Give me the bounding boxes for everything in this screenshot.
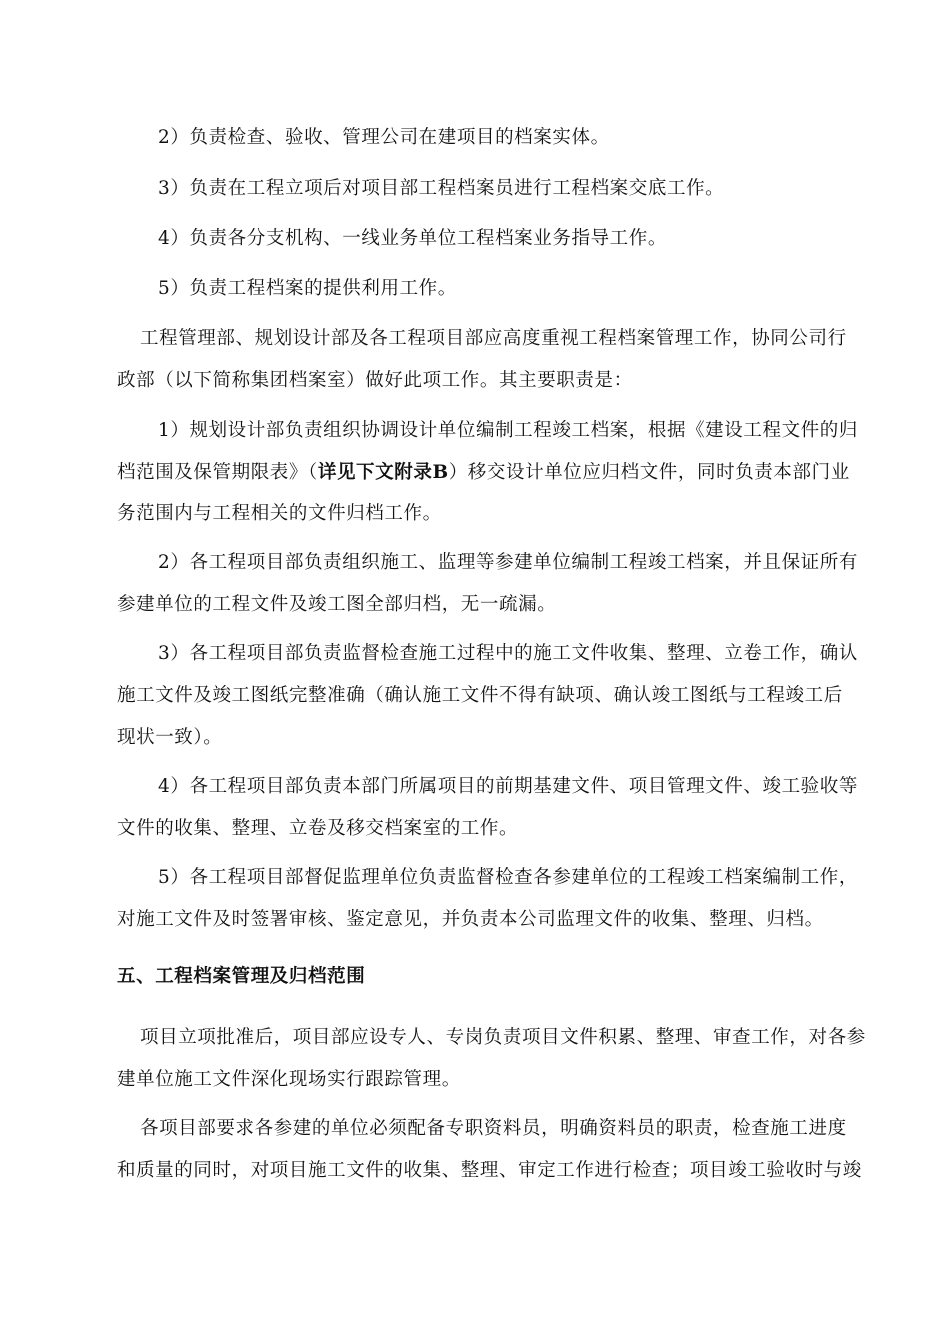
intro-paragraph-line1: 工程管理部、规划设计部及各工程项目部应高度重视工程档案管理工作，协同公司行 (140, 328, 847, 349)
intro-paragraph-line2: 政部（以下简称集团档案室）做好此项工作。其主要职责是： (117, 370, 633, 391)
item1-line1: 1）规划设计部负责组织协调设计单位编制工程竣工档案，根据《建设工程文件的归 (158, 420, 858, 441)
item1-line3: 务范围内与工程相关的文件归档工作。 (117, 503, 442, 524)
staff-paragraph-line2: 和质量的同时，对项目施工文件的收集、整理、审定工作进行检查；项目竣工验收时与竣 (117, 1160, 862, 1181)
duty-item-4: 4）负责各分支机构、一线业务单位工程档案业务指导工作。 (158, 228, 667, 249)
section-heading: 五、工程档案管理及归档范围 (117, 966, 366, 987)
item3-line3: 现状一致）。 (117, 727, 223, 748)
item2-line2: 参建单位的工程文件及竣工图全部归档，无一疏漏。 (117, 594, 557, 615)
item5-line2: 对施工文件及时签署审核、鉴定意见，并负责本公司监理文件的收集、整理、归档。 (117, 909, 824, 930)
project-paragraph-line1: 项目立项批准后，项目部应设专人、专岗负责项目文件积累、整理、审查工作，对各参 (140, 1027, 866, 1048)
staff-paragraph-line1: 各项目部要求各参建的单位必须配备专职资料员，明确资料员的职责，检查施工进度 (140, 1118, 847, 1139)
item1-line2-part-a: 档范围及保管期限表》（ (117, 462, 318, 483)
item4-line2: 文件的收集、整理、立卷及移交档案室的工作。 (117, 818, 519, 839)
duty-item-3: 3）负责在工程立项后对项目部工程档案员进行工程档案交底工作。 (158, 178, 725, 199)
project-paragraph-line2: 建单位施工文件深化现场实行跟踪管理。 (117, 1069, 461, 1090)
item1-line2-part-b: ）移交设计单位应归档文件，同时负责本部门业 (448, 462, 850, 483)
item5-line1: 5）各工程项目部督促监理单位负责监督检查各参建单位的工程竣工档案编制工作， (158, 867, 858, 888)
appendix-b-reference: 详见下文附录B (317, 462, 449, 483)
item1-line2 (117, 461, 850, 485)
item3-line2: 施工文件及竣工图纸完整准确（确认施工文件不得有缺项、确认竣工图纸与工程竣工后 (117, 685, 843, 706)
item4-line1: 4）各工程项目部负责本部门所属项目的前期基建文件、项目管理文件、竣工验收等 (158, 776, 858, 797)
duty-item-2: 2）负责检查、验收、管理公司在建项目的档案实体。 (158, 127, 610, 148)
item3-line1: 3）各工程项目部负责监督检查施工过程中的施工文件收集、整理、立卷工作，确认 (158, 643, 858, 664)
duty-item-5: 5）负责工程档案的提供利用工作。 (158, 278, 457, 299)
item2-line1: 2）各工程项目部负责组织施工、监理等参建单位编制工程竣工档案，并且保证所有 (158, 552, 858, 573)
